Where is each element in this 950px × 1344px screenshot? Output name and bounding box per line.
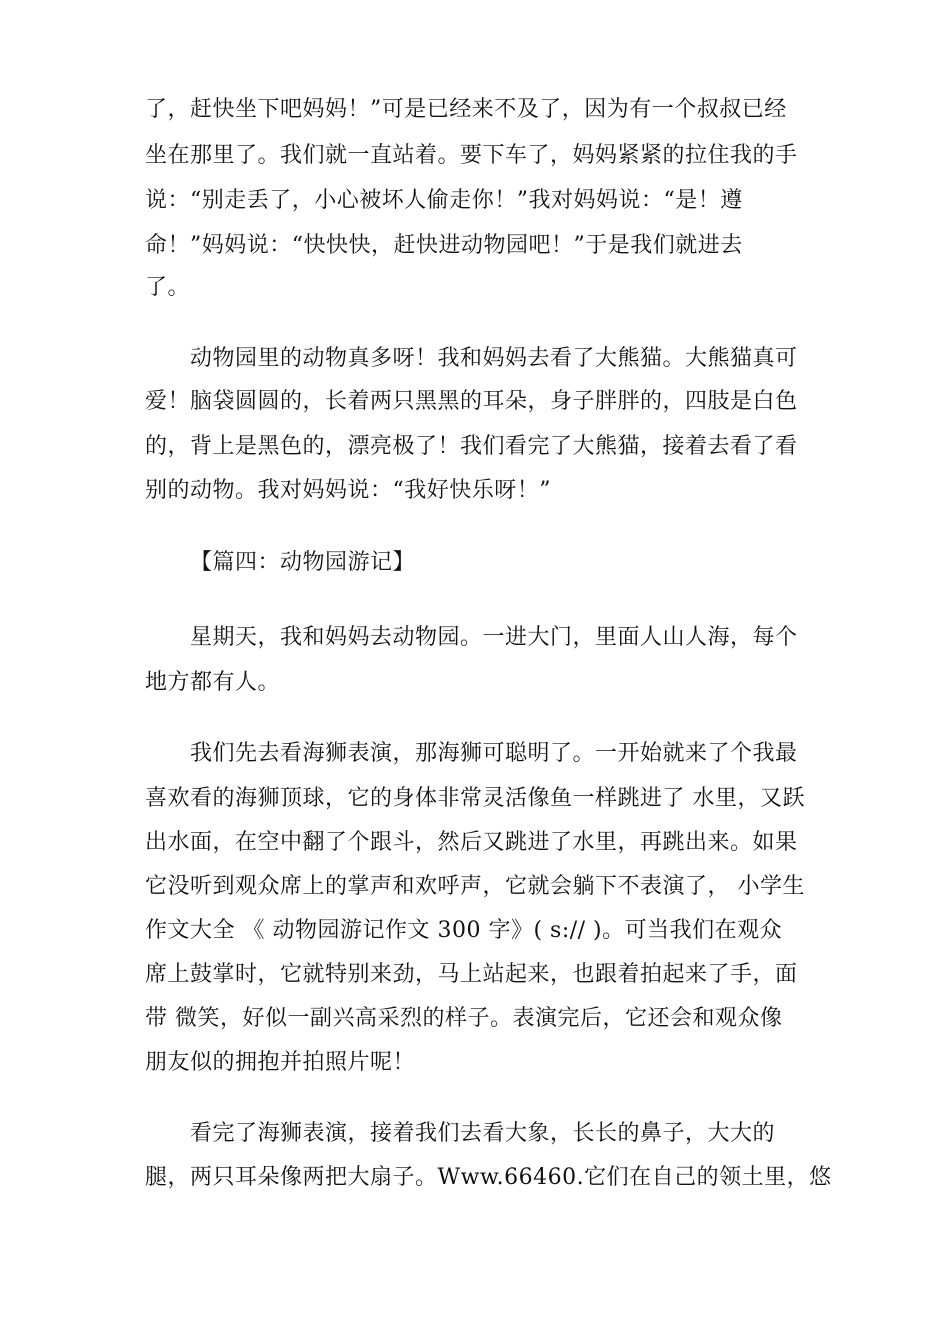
text-line: 地方都有人。 bbox=[145, 670, 281, 695]
text-line: 爱！脑袋圆圆的，长着两只黑黑的耳朵，身子胖胖的，四肢是白色 bbox=[145, 389, 798, 414]
text-line: 命！”妈妈说：“快快快，赶快进动物园吧！”于是我们就进去 bbox=[145, 233, 743, 258]
text-line: 的，背上是黑色的，漂亮极了！我们看完了大熊猫，接着去看了看 bbox=[145, 434, 798, 459]
text-line: 说：“别走丢了，小心被坏人偷走你！”我对妈妈说：“是！遵 bbox=[145, 188, 743, 213]
text-line: 了。 bbox=[145, 275, 191, 300]
text-line: 坐在那里了。我们就一直站着。要下车了，妈妈紧紧的拉住我的手 bbox=[145, 143, 798, 168]
text-line: 星期天，我和妈妈去动物园。一进大门，里面人山人海，每个 bbox=[190, 625, 798, 650]
section-heading: 【篇四：动物园游记】 bbox=[190, 550, 416, 575]
text-line: 作文大全 《 动物园游记作文 300 字》( s:// )。可当我们在观众 bbox=[145, 918, 783, 943]
text-line: 出水面，在空中翻了个跟斗，然后又跳进了水里，再跳出来。如果 bbox=[145, 830, 798, 855]
text-line: 看完了海狮表演，接着我们去看大象，长长的鼻子，大大的 bbox=[190, 1121, 776, 1146]
text-line: 动物园里的动物真多呀！我和妈妈去看了大熊猫。大熊猫真可 bbox=[190, 346, 798, 371]
text-line: 带 微笑，好似一副兴高采烈的样子。表演完后，它还会和观众像 bbox=[145, 1006, 783, 1031]
text-line: 它没听到观众席上的掌声和欢呼声，它就会躺下不表演了， 小学生 bbox=[145, 874, 805, 899]
text-line: 我们先去看海狮表演，那海狮可聪明了。一开始就来了个我最 bbox=[190, 741, 798, 766]
text-line: 朋友似的拥抱并拍照片呢！ bbox=[145, 1050, 416, 1075]
text-line: 喜欢看的海狮顶球，它的身体非常灵活像鱼一样跳进了 水里，又跃 bbox=[145, 786, 805, 811]
text-line: 席上鼓掌时，它就特别来劲，马上站起来，也跟着拍起来了手，面 bbox=[145, 962, 798, 987]
text-line: 了，赶快坐下吧妈妈！”可是已经来不及了，因为有一个叔叔已经 bbox=[145, 97, 787, 122]
text-line: 别的动物。我对妈妈说：“我好快乐呀！” bbox=[145, 478, 551, 503]
text-line: 腿，两只耳朵像两把大扇子。Www.66460.它们在自己的领土里，悠 bbox=[145, 1165, 832, 1190]
